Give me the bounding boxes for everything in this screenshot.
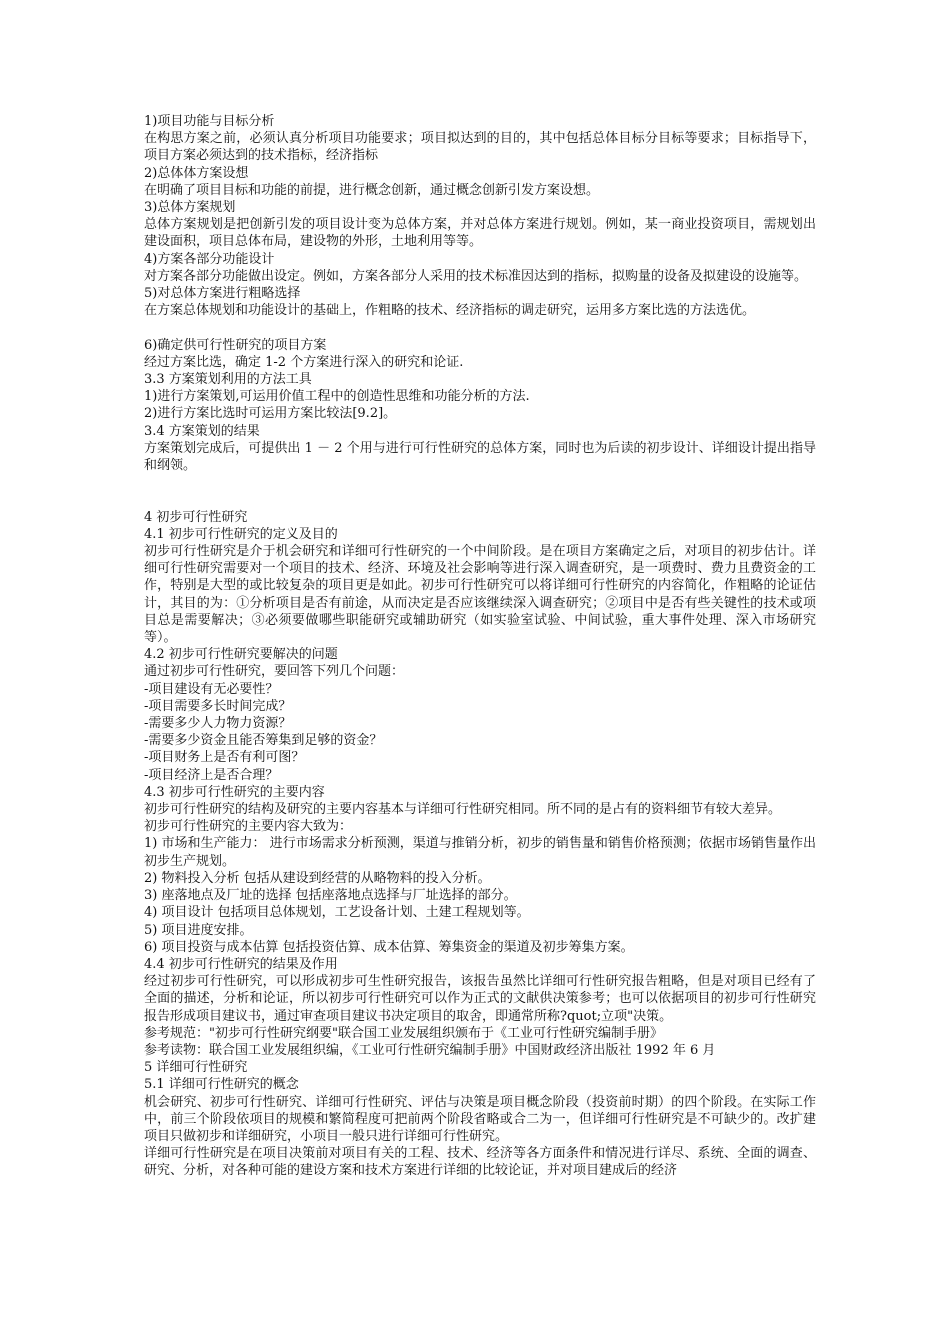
text-line: 3)总体方案规划	[144, 200, 236, 216]
text-line: 在明确了项目目标和功能的前提，进行概念创新，通过概念创新引发方案设想。	[144, 182, 600, 198]
text-line: 详细可行性研究是在项目决策前对项目有关的工程、技术、经济等各方面条件和情况进行详尽、系统、全面的调查、研究、分析，对各种可能的建设方案和技术方案进行详细的比较论证，并对项目建成后的经济	[144, 1146, 816, 1179]
text-line: 5.1 详细可行性研究的概念	[144, 1077, 299, 1093]
text-line: -项目需要多长时间完成？	[144, 698, 292, 714]
text-line: 2)进行方案比选时可运用方案比较法[9.2]。	[144, 406, 397, 422]
text-line: 3) 座落地点及厂址的选择 包括座落地点选择与厂址选择的部分。	[144, 888, 517, 904]
text-line: 参考规范："初步可行性研究纲要"联合国工业发展组织颁布于《工业可行性研究编制手册》	[144, 1025, 663, 1041]
text-line: 初步可行性研究的主要内容大致为：	[144, 819, 353, 835]
text-line: 对方案各部分功能做出设定。例如，方案各部分人采用的技术标准因达到的指标，拟购量的设备及拟建设的设施等。	[144, 268, 808, 284]
text-line: 初步可行性研究是介于机会研究和详细可行性研究的一个中间阶段。是在项目方案确定之后，对项目的初步估计。详细可行性研究需要对一个项目的技术、经济、环境及社会影响等进行深入调查研究，是一项费时、费力且费资金的工作，特别是大型的或比较复杂的项目更是如此。初步可行性研究可以将详细可行性研究的内容简化，作粗略的论证估计，其目的为：①分析项目是否有前途，从而决定是否应该继续深入调查研究；②项目中是否有些关键性的技术或项目总是需要解决；③必须要做哪些职能研究或辅助研究（如实验室试验、中间试验，重大事件处理、深入市场研究等）。	[144, 544, 816, 646]
text-line: 5) 项目进度安排。	[144, 922, 253, 938]
text-line: 1)进行方案策划,可运用价值工程中的创造性思维和功能分析的方法.	[144, 389, 530, 405]
text-line: 初步可行性研究的结构及研究的主要内容基本与详细可行性研究相同。所不同的是占有的资料细节有较大差异。	[144, 802, 782, 818]
blank-line	[144, 474, 816, 491]
text-line: 总体方案规划是把创新引发的项目设计变为总体方案，并对总体方案进行规划。例如，某一商业投资项目，需规划出建设面积，项目总体布局，建设物的外形，土地利用等等。	[144, 217, 816, 250]
text-line: 4) 项目设计 包括项目总体规划，工艺设备计划、土建工程规划等。	[144, 905, 530, 921]
text-line: 5)对总体方案进行粗略选择	[144, 286, 301, 302]
blank-line	[144, 319, 816, 336]
text-line: 6) 项目投资与成本估算 包括投资估算、成本估算、筹集资金的渠道及初步筹集方案。	[144, 939, 634, 955]
text-line: 5 详细可行性研究	[144, 1060, 248, 1076]
text-line: 4)方案各部分功能设计	[144, 251, 275, 267]
text-line: 4 初步可行性研究	[144, 509, 248, 525]
text-line: 经过初步可行性研究，可以形成初步可生性研究报告，该报告虽然比详细可行性研究报告粗略，但是对项目已经有了全面的描述，分析和论证，所以初步可行性研究可以作为正式的文献供决策参考；也可以依据项目的初步可行性研究报告形成项目建议书，通过审查项目建议书决定项目的取舍，即通常所称?quot;立项"决策。	[144, 974, 816, 1024]
blank-line	[144, 491, 816, 508]
text-line: 4.1 初步可行性研究的定义及目的	[144, 526, 338, 542]
text-line: 3.3 方案策划利用的方法工具	[144, 372, 312, 388]
text-line: 2)总体体方案设想	[144, 165, 249, 181]
text-line: 4.4 初步可行性研究的结果及作用	[144, 956, 338, 972]
text-line: -项目财务上是否有利可图？	[144, 750, 305, 766]
text-line: 2) 物料投入分析 包括从建设到经营的从略物料的投入分析。	[144, 870, 491, 886]
text-line: 3.4 方案策划的结果	[144, 423, 260, 439]
text-line: 机会研究、初步可行性研究、详细可行性研究、评估与决策是项目概念阶段（投资前时期）的四个阶段。在实际工作中，前三个阶段依项目的规模和繁简程度可把前两个阶段省略或合二为一，但详细可行性研究是不可缺少的。改扩建项目只做初步和详细研究，小项目一般只进行详细可行性研究。	[144, 1094, 816, 1144]
text-line: 4.3 初步可行性研究的主要内容	[144, 784, 325, 800]
text-line: 1) 市场和生产能力： 进行市场需求分析预测，渠道与推销分析，初步的销售量和销售价格预测；依据市场销售量作出初步生产规划。	[144, 836, 816, 869]
text-line: -项目建设有无必要性？	[144, 681, 279, 697]
text-line: -需要多少人力物力资源？	[144, 716, 292, 732]
text-line: 参考读物：联合国工业发展组织编，《工业可行性研究编制手册》中国财政经济出版社 1992 年 6 月	[144, 1042, 716, 1058]
text-line: 通过初步可行性研究，要回答下列几个问题：	[144, 664, 405, 680]
text-line: 方案策划完成后，可提供出 1 － 2 个用与进行可行性研究的总体方案，同时也为后读的初步设计、详细设计提出指导和纲领。	[144, 440, 816, 474]
text-line: 4.2 初步可行性研究要解决的问题	[144, 647, 338, 663]
text-line: 在构思方案之前，必须认真分析项目功能要求；项目拟达到的目的，其中包括总体目标分目标等要求；目标指导下，项目方案必须达到的技术指标，经济指标	[144, 131, 816, 164]
text-line: -项目经济上是否合理？	[144, 767, 279, 783]
text-line: -需要多少资金且能否筹集到足够的资金？	[144, 733, 383, 749]
text-line: 6)确定供可行性研究的项目方案	[144, 337, 327, 353]
document-body	[144, 113, 816, 1180]
text-line: 经过方案比选，确定 1-2 个方案进行深入的研究和论证.	[144, 354, 464, 370]
text-line: 在方案总体规划和功能设计的基础上，作粗略的技术、经济指标的调走研究，运用多方案比选的方法选优。	[144, 303, 756, 319]
text-line: 1)项目功能与目标分析	[144, 114, 275, 129]
